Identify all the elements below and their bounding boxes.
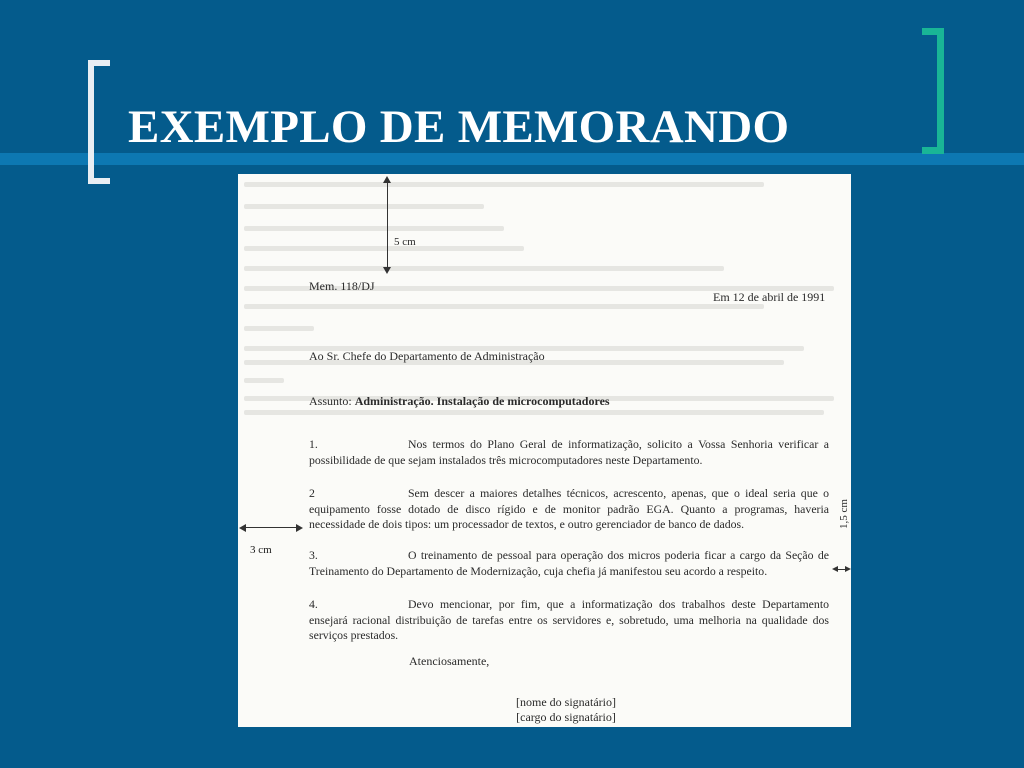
right-margin-label: 1,5 cm [838, 499, 850, 529]
left-bracket-decoration [88, 60, 110, 184]
title-underline-bar [0, 153, 1024, 165]
memo-paragraph [309, 486, 829, 533]
subject-text: Administração. Instalação de microcomputadores [354, 394, 610, 408]
paragraph-number: 4. [309, 597, 318, 611]
memo-paragraph [309, 597, 829, 644]
paragraph-text: Nos termos do Plano Geral de informatização, solicito a Vossa Senhoria verificar a possibilidade de que sejam instalados três microcomputadores neste Departamento. [309, 437, 829, 467]
ghost-line [244, 378, 284, 383]
ghost-line [244, 246, 524, 251]
paragraph-text: O treinamento de pessoal para operação dos micros poderia ficar a cargo da Seção de Treinamento do Departamento de Modernização, cuja chefia já manifestou seu acordo a respeito. [309, 548, 829, 578]
memo-document-image [238, 174, 851, 727]
ghost-line [244, 204, 484, 209]
memo-paragraph [309, 437, 829, 468]
slide-title: EXEMPLO DE MEMORANDO [128, 101, 790, 153]
memo-subject [309, 394, 610, 409]
signatory-name: [nome do signatário] [516, 695, 616, 709]
paragraph-number: 3. [309, 548, 318, 562]
paragraph-number: 2 [309, 486, 315, 500]
right-bracket-decoration [922, 28, 944, 154]
memo-closing: Atenciosamente, [409, 654, 490, 668]
top-margin-line [387, 178, 388, 270]
paragraph-text: Devo mencionar, por fim, que a informatização dos trabalhos deste Departamento ensejará racional distribuição de tarefas entre os servidores e, sobretudo, uma melhoria na qualidade dos serviços prestados. [309, 597, 829, 642]
ghost-line [244, 266, 724, 271]
ghost-line [244, 304, 764, 309]
ghost-line [244, 226, 504, 231]
left-arrow-icon [239, 524, 246, 532]
paragraph-number: 1. [309, 437, 318, 451]
memo-date: Em 12 de abril de 1991 [713, 290, 826, 304]
ghost-line [244, 410, 824, 415]
memo-paragraph [309, 548, 829, 579]
signatory-role: [cargo do signatário] [516, 710, 616, 724]
memo-number: Mem. 118/DJ [309, 279, 375, 293]
paragraph-text: Sem descer a maiores detalhes técnicos, acrescento, apenas, que o ideal seria que o equipamento fosse dotado de disco rígido e de monitor padrão EGA. Quanto a programas, haveria necessidade de dois tipos: um processador de textos, e outro gerenciador de banco de dados. [309, 486, 829, 531]
memo-recipient: Ao Sr. Chefe do Departamento de Administração [309, 349, 545, 363]
ghost-line [244, 326, 314, 331]
right-arrow-icon [845, 566, 851, 572]
subject-prefix: Assunto: [309, 394, 355, 408]
left-margin-line [242, 527, 298, 528]
down-arrow-icon [383, 267, 391, 274]
left-margin-label: 3 cm [250, 544, 272, 556]
ghost-line [244, 182, 764, 187]
right-arrow-icon [296, 524, 303, 532]
top-margin-label: 5 cm [394, 236, 416, 248]
